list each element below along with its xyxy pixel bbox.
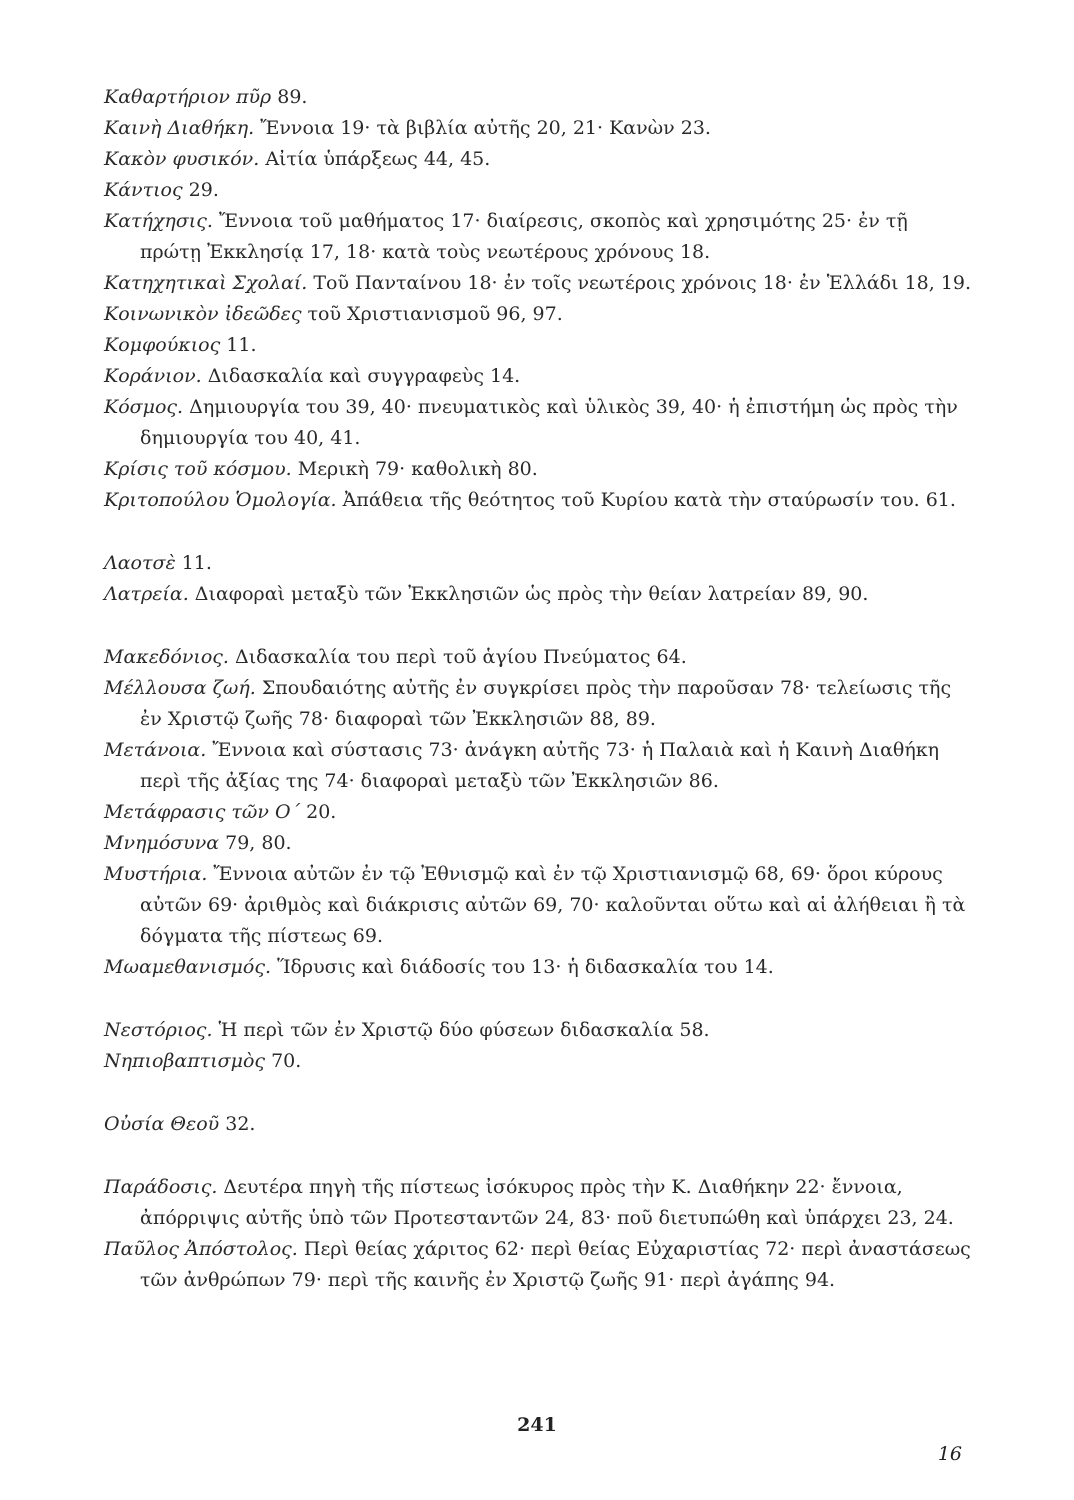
index-entry <box>104 859 974 952</box>
index-term: Κρίσις τοῦ κόσμου. <box>104 458 292 480</box>
index-entry <box>104 330 974 361</box>
index-entry <box>104 642 974 673</box>
index-entry <box>104 268 974 299</box>
index-entry <box>104 392 974 454</box>
index-term: Μέλλουσα ζωή. <box>104 677 256 699</box>
index-references: Περὶ θείας χάριτος 62· περὶ θείας Εὐχαριστίας 72· περὶ ἀναστάσεως τῶν ἀνθρώπων 79· περὶ τῆς καινῆς ἐν Χριστῷ ζωῆς 91· περὶ ἀγάπης 94. <box>140 1238 971 1291</box>
index-term: Κριτοπούλου Ὁμολογία. <box>104 489 337 511</box>
index-term: Οὐσία Θεοῦ <box>104 1113 220 1135</box>
index-term: Λαοτσὲ <box>104 552 176 574</box>
letter-group-gap <box>104 516 974 548</box>
index-references: Ἵδρυσις καὶ διάδοσίς του 13· ἡ διδασκαλία του 14. <box>271 956 774 978</box>
index-term: Μετάφρασις τῶν Ο΄ <box>104 801 301 823</box>
index-term: Κοινωνικὸν ἰδεῶδες <box>104 303 302 325</box>
index-entry <box>104 828 974 859</box>
index-entry <box>104 548 974 579</box>
index-term: Μωαμεθανισμός. <box>104 956 272 978</box>
index-term: Καινὴ Διαθήκη. <box>104 117 255 139</box>
index-references: Τοῦ Πανταίνου 18· ἐν τοῖς νεωτέροις χρόνοις 18· ἐν Ἑλλάδι 18, 19. <box>307 272 972 294</box>
index-references: τοῦ Χριστιανισμοῦ 96, 97. <box>301 303 563 325</box>
index-references: 29. <box>182 179 219 201</box>
index-term: Νεστόριος. <box>104 1019 213 1041</box>
index-entry <box>104 797 974 828</box>
index-term: Παῦλος Ἀπόστολος. <box>104 1238 298 1260</box>
index-references: Δευτέρα πηγὴ τῆς πίστεως ἰσόκυρος πρὸς τὴν Κ. Διαθήκην 22· ἔννοια, ἀπόρριψις αὐτῆς ὑπὸ τῶν Προτεσταντῶν 24, 83· ποῦ διετυπώθη καὶ ὑπάρχει 23, 24. <box>140 1176 954 1229</box>
index-term: Κάντιος <box>104 179 183 201</box>
index-entry <box>104 361 974 392</box>
letter-group-gap <box>104 610 974 642</box>
index-term: Μνημόσυνα <box>104 832 220 854</box>
index-term: Παράδοσις. <box>104 1176 218 1198</box>
index-references: 70. <box>265 1050 302 1072</box>
index-term: Καθαρτήριον πῦρ <box>104 86 272 108</box>
index-entry <box>104 1046 974 1077</box>
index-references: Μερικὴ 79· καθολικὴ 80. <box>291 458 538 480</box>
index-references: Ἡ περὶ τῶν ἐν Χριστῷ δύο φύσεων διδασκαλία 58. <box>212 1019 710 1041</box>
index-term: Κατηχητικαὶ Σχολαί. <box>104 272 308 294</box>
index-entry <box>104 735 974 797</box>
letter-group-gap <box>104 1077 974 1109</box>
index-entry <box>104 1015 974 1046</box>
index-entry <box>104 485 974 516</box>
index-references: Αἰτία ὑπάρξεως 44, 45. <box>259 148 491 170</box>
index-references: Διδασκαλία καὶ συγγραφεὺς 14. <box>201 365 521 387</box>
index-references: Ἔννοια τοῦ μαθήματος 17· διαίρεσις, σκοπὸς καὶ χρησιμότης 25· ἐν τῇ πρώτῃ Ἐκκλησίᾳ 17, 18· κατὰ τοὺς νεωτέρους χρόνους 18. <box>140 210 908 263</box>
index-term: Κοράνιον. <box>104 365 202 387</box>
index-references: Ἔννοια αὐτῶν ἐν τῷ Ἐθνισμῷ καὶ ἐν τῷ Χριστιανισμῷ 68, 69· ὅροι κύρους αὐτῶν 69· ἀριθμὸς καὶ διάκρισις αὐτῶν 69, 70· καλοῦνται οὕτω καὶ αἱ ἀλήθειαι ἢ τὰ δόγματα τῆς πίστεως 69. <box>140 863 966 947</box>
index-entry <box>104 144 974 175</box>
index-entry <box>104 82 974 113</box>
index-term: Κατήχησις. <box>104 210 213 232</box>
letter-group-gap <box>104 983 974 1015</box>
index-references: Ἀπάθεια τῆς θεότητος τοῦ Κυρίου κατὰ τὴν σταύρωσίν του. 61. <box>336 489 956 511</box>
index-term: Κακὸν φυσικόν. <box>104 148 260 170</box>
index-entry <box>104 579 974 610</box>
index-term: Κόσμος. <box>104 396 184 418</box>
index-entry <box>104 175 974 206</box>
letter-group-gap <box>104 1140 974 1172</box>
index-term: Μετάνοια. <box>104 739 207 761</box>
index-references: Ἔννοια καὶ σύστασις 73· ἀνάγκη αὐτῆς 73· ἡ Παλαιὰ καὶ ἡ Καινὴ Διαθήκη περὶ τῆς ἀξίας της 74· διαφοραὶ μεταξὺ τῶν Ἐκκλησιῶν 86. <box>140 739 939 792</box>
index-term: Μακεδόνιος. <box>104 646 229 668</box>
index-entry <box>104 952 974 983</box>
index-entry <box>104 1109 974 1140</box>
signature-mark: 16 <box>937 1443 962 1465</box>
index-term: Λατρεία. <box>104 583 189 605</box>
index-references: 79, 80. <box>219 832 292 854</box>
index-references: Ἔννοια 19· τὰ βιβλία αὐτῆς 20, 21· Κανὼν 23. <box>254 117 711 139</box>
index-term: Μυστήρια. <box>104 863 208 885</box>
index-references: Διδασκαλία του περὶ τοῦ ἁγίου Πνεύματος 64. <box>228 646 687 668</box>
index-references: 11. <box>220 334 257 356</box>
index-entry <box>104 673 974 735</box>
index-entry <box>104 206 974 268</box>
index-entry <box>104 1172 974 1234</box>
index-references: 32. <box>219 1113 256 1135</box>
index-entry <box>104 113 974 144</box>
page-number: 241 <box>517 1414 557 1436</box>
subject-index <box>104 82 974 1296</box>
index-references: 20. <box>300 801 337 823</box>
index-references: Σπουδαιότης αὐτῆς ἐν συγκρίσει πρὸς τὴν παροῦσαν 78· τελείωσις τῆς ἐν Χριστῷ ζωῆς 78· διαφοραὶ τῶν Ἐκκλησιῶν 88, 89. <box>140 677 952 730</box>
index-entry <box>104 454 974 485</box>
index-references: 89. <box>271 86 308 108</box>
index-term: Κομφούκιος <box>104 334 221 356</box>
index-references: 11. <box>175 552 212 574</box>
index-term: Νηπιοβαπτισμὸς <box>104 1050 266 1072</box>
index-references: Δημιουργία του 39, 40· πνευματικὸς καὶ ὑλικὸς 39, 40· ἡ ἐπιστήμη ὡς πρὸς τὴν δημιουργία του 40, 41. <box>140 396 958 449</box>
index-references: Διαφοραὶ μεταξὺ τῶν Ἐκκλησιῶν ὡς πρὸς τὴν θείαν λατρείαν 89, 90. <box>188 583 869 605</box>
index-entry <box>104 1234 974 1296</box>
index-entry <box>104 299 974 330</box>
